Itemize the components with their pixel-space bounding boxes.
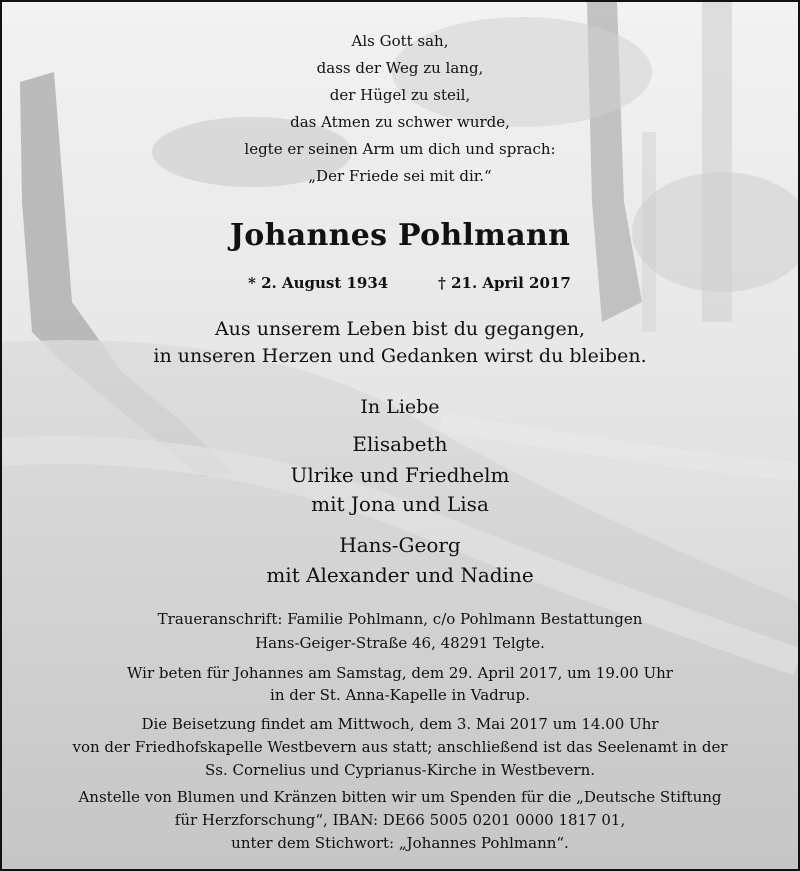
- burial-line: von der Friedhofskapelle Westbevern aus statt; anschließend ist das Seelenamt in der: [72, 738, 728, 756]
- poem-line: der Hügel zu steil,: [329, 86, 471, 104]
- death-date: † 21. April 2017: [438, 274, 571, 292]
- prayer-line: in der St. Anna-Kapelle in Vadrup.: [270, 686, 530, 704]
- poem-line: „Der Friede sei mit dir.“: [308, 167, 492, 185]
- farewell-line: Aus unserem Leben bist du gegangen,: [214, 318, 586, 340]
- address-line: Hans-Geiger-Straße 46, 48291 Telgte.: [255, 634, 545, 652]
- burial-line: Die Beisetzung findet am Mittwoch, dem 3. Mai 2017 um 14.00 Uhr: [141, 715, 659, 733]
- family-member: mit Alexander und Nadine: [266, 563, 534, 587]
- address-line: Traueranschrift: Familie Pohlmann, c/o Pohlmann Bestattungen: [157, 610, 643, 628]
- signoff: In Liebe: [360, 396, 440, 418]
- poem-line: dass der Weg zu lang,: [316, 59, 484, 77]
- family-member: Hans-Georg: [339, 533, 461, 557]
- poem-line: legte er seinen Arm um dich und sprach:: [244, 140, 556, 158]
- poem-line: Als Gott sah,: [351, 32, 449, 50]
- family-member: mit Jona und Lisa: [311, 492, 489, 516]
- farewell-line: in unseren Herzen und Gedanken wirst du bleiben.: [153, 345, 647, 367]
- birth-date: * 2. August 1934: [248, 274, 389, 292]
- poem-line: das Atmen zu schwer wurde,: [290, 113, 510, 131]
- donation-line: Anstelle von Blumen und Kränzen bitten wir um Spenden für die „Deutsche Stiftung: [78, 788, 722, 806]
- donation-line: unter dem Stichwort: „Johannes Pohlmann“.: [231, 834, 569, 852]
- donation-line: für Herzforschung“, IBAN: DE66 5005 0201 0000 1817 01,: [174, 811, 626, 829]
- family-member: Ulrike und Friedhelm: [290, 463, 510, 487]
- deceased-name: Johannes Pohlmann: [229, 218, 571, 253]
- prayer-line: Wir beten für Johannes am Samstag, dem 29. April 2017, um 19.00 Uhr: [127, 664, 673, 682]
- burial-line: Ss. Cornelius und Cyprianus-Kirche in Westbevern.: [204, 761, 596, 779]
- family-member: Elisabeth: [352, 432, 448, 456]
